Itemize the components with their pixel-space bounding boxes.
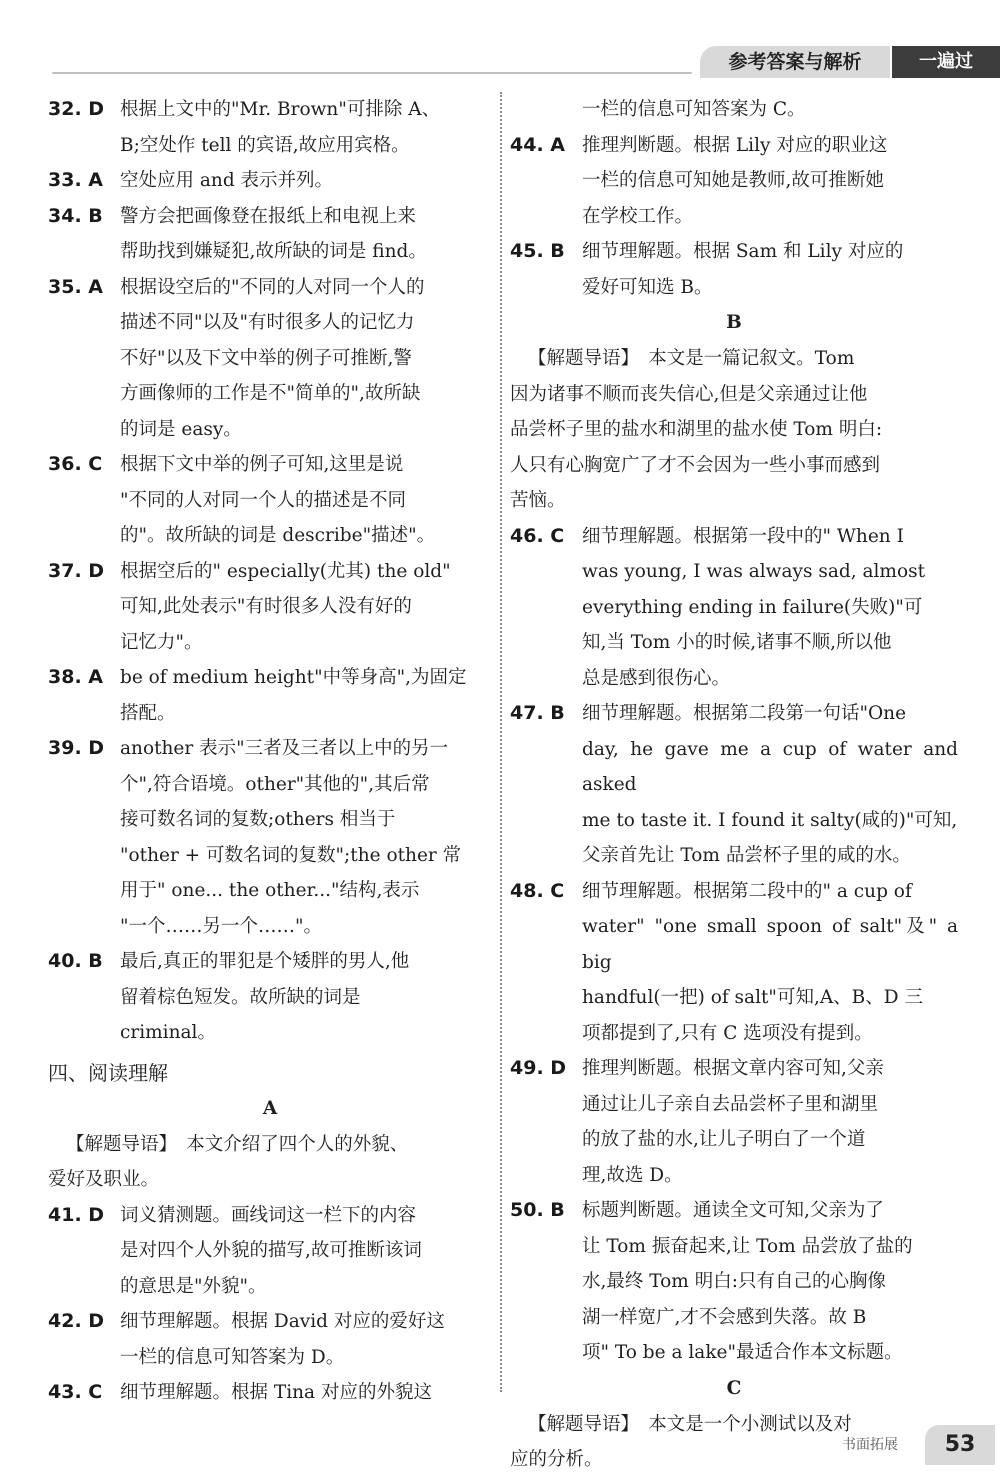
explanation-line: 让 Tom 振奋起来,让 Tom 品尝放了盐的: [582, 1235, 913, 1257]
answer-explanation: [120, 92, 492, 163]
explanation-line: water" "one small spoon of salt"及" a big: [582, 916, 958, 973]
column-divider: [500, 92, 503, 1392]
explanation-line: 可知,此处表示"有时很多人没有好的: [120, 596, 412, 617]
guide-line: [510, 341, 958, 377]
header-title: 参考答案与解析: [700, 46, 890, 78]
explanation-line: 根据上文中的"Mr. Brown"可排除 A、: [120, 99, 441, 120]
answer-item: [510, 696, 958, 874]
answer-number: 43. C: [48, 1381, 103, 1403]
guide-text: 本文介绍了四个人的外貌、: [186, 1133, 409, 1155]
right-column: [510, 92, 958, 1478]
explanation-line: 一栏的信息可知答案为 D。: [120, 1346, 345, 1368]
answer-number: 44. A: [510, 133, 565, 156]
explanation-line: 方画像师的工作是不"简单的",故所缺: [120, 383, 421, 404]
answer-number: 46. C: [510, 524, 565, 547]
explanation-line: 根据设空后的"不同的人对同一个人的: [120, 276, 425, 298]
guide-text: 品尝杯子里的盐水和湖里的盐水使 Tom 明白:: [510, 419, 883, 440]
explanation-line: criminal。: [120, 1022, 216, 1043]
explanation-line: another 表示"三者及三者以上中的另一: [120, 738, 449, 759]
guide-line: [510, 483, 958, 519]
answer-item: [48, 163, 492, 199]
answer-item: [510, 1193, 958, 1371]
explanation-line: 细节理解题。根据 David 对应的爱好这: [120, 1311, 445, 1332]
answer-number: 40. B: [48, 950, 103, 972]
explanation-line: be of medium height"中等身高",为固定: [120, 667, 467, 688]
answer-explanation: [120, 447, 492, 554]
explanation-line: me to taste it. I found it salty(咸的)"可知,: [582, 809, 958, 831]
explanation-line: 细节理解题。根据 Sam 和 Lily 对应的: [582, 241, 904, 262]
explanation-line: 水,最终 Tom 明白:只有自己的心胸像: [582, 1271, 886, 1292]
answer-item: [48, 270, 492, 448]
page-number: 53: [925, 1425, 995, 1465]
guide-text: 苦恼。: [510, 490, 566, 511]
explanation-line: 标题判断题。通读全文可知,父亲为了: [582, 1200, 884, 1221]
passage-label: A: [262, 1097, 278, 1119]
answer-number: 38. A: [48, 666, 103, 688]
explanation-line: 根据空后的" especially(尤其) the old": [120, 560, 451, 582]
guide-text: 本文是一个小测试以及对: [648, 1413, 852, 1435]
answer-item: [48, 92, 492, 163]
explanation-line: handful(一把) of salt"可知,A、B、D 三: [582, 987, 923, 1008]
answer-number: 49. D: [510, 1057, 567, 1079]
explanation-line: day, he gave me a cup of water and asked: [582, 738, 958, 795]
explanation-line: 项都提到了,只有 C 选项没有提到。: [582, 1022, 873, 1044]
answer-number: 39. D: [48, 737, 105, 759]
answer-item: [510, 234, 958, 305]
explanation-line: "other + 可数名词的复数";the other 常: [120, 844, 462, 866]
explanation-line: 词义猜测题。画线词这一栏下的内容: [120, 1204, 417, 1226]
explanation-line: 父亲首先让 Tom 品尝杯子里的咸的水。: [582, 845, 911, 866]
passage-label: C: [726, 1377, 742, 1399]
explanation-line: 空处应用 and 表示并列。: [120, 170, 334, 191]
answer-item: [48, 199, 492, 270]
answer-explanation: [120, 554, 492, 661]
answer-explanation: [120, 731, 492, 944]
answer-number: 37. D: [48, 559, 105, 582]
answer-item: [48, 554, 492, 661]
answer-item: [48, 660, 492, 731]
explanation-line: 用于" one... the other..."结构,表示: [120, 880, 420, 901]
answer-item: [48, 1198, 492, 1305]
explanation-line: 记忆力"。: [120, 631, 203, 653]
header-tab: [700, 40, 1000, 78]
guide-tag: 【解题导语】: [528, 348, 630, 369]
explanation-line: 总是感到很伤心。: [582, 667, 731, 689]
answer-number: 41. D: [48, 1203, 105, 1226]
guide-line: [510, 377, 958, 413]
explanation-line: 描述不同"以及"有时很多人的记忆力: [120, 312, 415, 333]
answer-explanation: [120, 1304, 492, 1375]
explanation-line: 根据下文中举的例子可知,这里是说: [120, 454, 404, 475]
answer-explanation: [120, 660, 492, 731]
explanation-line: 通过让儿子亲自去品尝杯子里和湖里: [582, 1093, 879, 1115]
guide-line: [510, 412, 958, 448]
answer-explanation: [582, 696, 958, 874]
answer-explanation: [120, 270, 492, 448]
left-column: [48, 92, 492, 1411]
footer-tab: 书面拓展: [842, 1437, 898, 1453]
guide-tag: 【解题导语】: [528, 1413, 630, 1435]
guide-text: 因为诸事不顺而丧失信心,但是父亲通过让他: [510, 383, 868, 405]
answer-explanation: [582, 519, 958, 697]
guide-line: [48, 1127, 492, 1163]
answer-number: 47. B: [510, 702, 565, 724]
guide-tag: 【解题导语】: [66, 1133, 168, 1155]
answer-item: [510, 874, 958, 1052]
answer-number: 32. D: [48, 98, 105, 120]
header-rule: [52, 72, 692, 74]
explanation-line: 警方会把画像登在报纸上和电视上来: [120, 205, 417, 227]
explanation-line: 的意思是"外貌"。: [120, 1275, 267, 1297]
answer-explanation: [582, 1193, 958, 1371]
explanation-line: 湖一样宽广,才不会感到失落。故 B: [582, 1306, 867, 1328]
answer-item: [510, 128, 958, 235]
section-heading: 四、阅读理解: [48, 1060, 168, 1085]
explanation-line: 细节理解题。根据第二段第一句话"One: [582, 703, 907, 724]
explanation-line: "一个……另一个……"。: [120, 915, 323, 937]
explanation-line: 推理判断题。根据文章内容可知,父亲: [582, 1058, 884, 1079]
answer-item: [510, 1051, 958, 1193]
guide-text: 人只有心胸宽广了才不会因为一些小事而感到: [510, 454, 881, 476]
explanation-line: "不同的人对同一个人的描述是不同: [120, 489, 407, 511]
explanation-line: 的词是 easy。: [120, 418, 242, 440]
answer-number: 34. B: [48, 204, 103, 227]
answer-item: [48, 731, 492, 944]
answer-number: 50. B: [510, 1199, 565, 1221]
explanation-line: 在学校工作。: [582, 205, 694, 227]
explanation-line: 细节理解题。根据第一段中的" When I: [582, 525, 904, 547]
explanation-line: 留着棕色短发。故所缺的词是: [120, 986, 361, 1008]
explanation-line: 项" To be a lake"最适合作本文标题。: [582, 1342, 903, 1363]
answer-explanation: [582, 128, 958, 235]
guide-line: [510, 448, 958, 484]
explanation-line: 推理判断题。根据 Lily 对应的职业这: [582, 134, 888, 156]
passage-label: B: [726, 312, 742, 333]
explanation-line: 不好"以及下文中举的例子可推断,警: [120, 347, 412, 369]
explanation-line: 爱好可知选 B。: [582, 276, 713, 298]
answer-explanation: [120, 944, 492, 1051]
answer-number: 42. D: [48, 1310, 105, 1332]
explanation-line: 一栏的信息可知她是教师,故可推断她: [582, 170, 884, 191]
answer-explanation: [120, 163, 492, 199]
answer-number: 35. A: [48, 275, 103, 298]
answer-number: 45. B: [510, 240, 565, 262]
explanation-line: was young, I was always sad, almost: [582, 561, 926, 582]
passage-guide: [48, 1127, 492, 1198]
continued-line: 一栏的信息可知答案为 C。: [582, 99, 806, 120]
answer-explanation: [582, 874, 958, 1052]
brand-logo: 一遍过: [892, 46, 1000, 78]
explanation-line: 细节理解题。根据 Tina 对应的外貌这: [120, 1382, 432, 1403]
explanation-line: 最后,真正的罪犯是个矮胖的男人,他: [120, 951, 410, 972]
explanation-line: 帮助找到嫌疑犯,故所缺的词是 find。: [120, 241, 427, 262]
explanation-line: B;空处作 tell 的宾语,故应用宾格。: [120, 134, 410, 156]
explanation-line: 的放了盐的水,让儿子明白了一个道: [582, 1129, 866, 1150]
explanation-line: 的"。故所缺的词是 describe"描述"。: [120, 525, 436, 546]
explanation-line: 理,故选 D。: [582, 1164, 683, 1186]
explanation-line: 知,当 Tom 小的时候,诸事不顺,所以他: [582, 632, 892, 653]
explanation-line: 个",符合语境。other"其他的",其后常: [120, 773, 430, 795]
answer-number: 36. C: [48, 453, 103, 475]
answer-item: [48, 1375, 492, 1411]
guide-text: 本文是一篇记叙文。Tom: [648, 348, 855, 369]
explanation-line: 是对四个人外貌的描写,故可推断该词: [120, 1240, 422, 1261]
explanation-line: 搭配。: [120, 702, 176, 724]
answer-number: 48. C: [510, 879, 565, 902]
answer-item: [48, 447, 492, 554]
answer-number: 33. A: [48, 169, 103, 191]
answer-explanation: [120, 199, 492, 270]
guide-text: 爱好及职业。: [48, 1169, 160, 1190]
answer-explanation: [582, 234, 958, 305]
explanation-line: everything ending in failure(失败)"可: [582, 596, 923, 618]
answer-item: [48, 1304, 492, 1375]
answer-item: [48, 944, 492, 1051]
answer-explanation: [120, 1375, 492, 1411]
passage-guide: [510, 341, 958, 519]
guide-line: [48, 1162, 492, 1198]
guide-text: 应的分析。: [510, 1449, 603, 1470]
answer-explanation: [120, 1198, 492, 1305]
explanation-line: 细节理解题。根据第二段中的" a cup of: [582, 880, 912, 902]
explanation-line: 接可数名词的复数;others 相当于: [120, 809, 396, 830]
answer-item: [510, 519, 958, 697]
answer-explanation: [582, 1051, 958, 1193]
